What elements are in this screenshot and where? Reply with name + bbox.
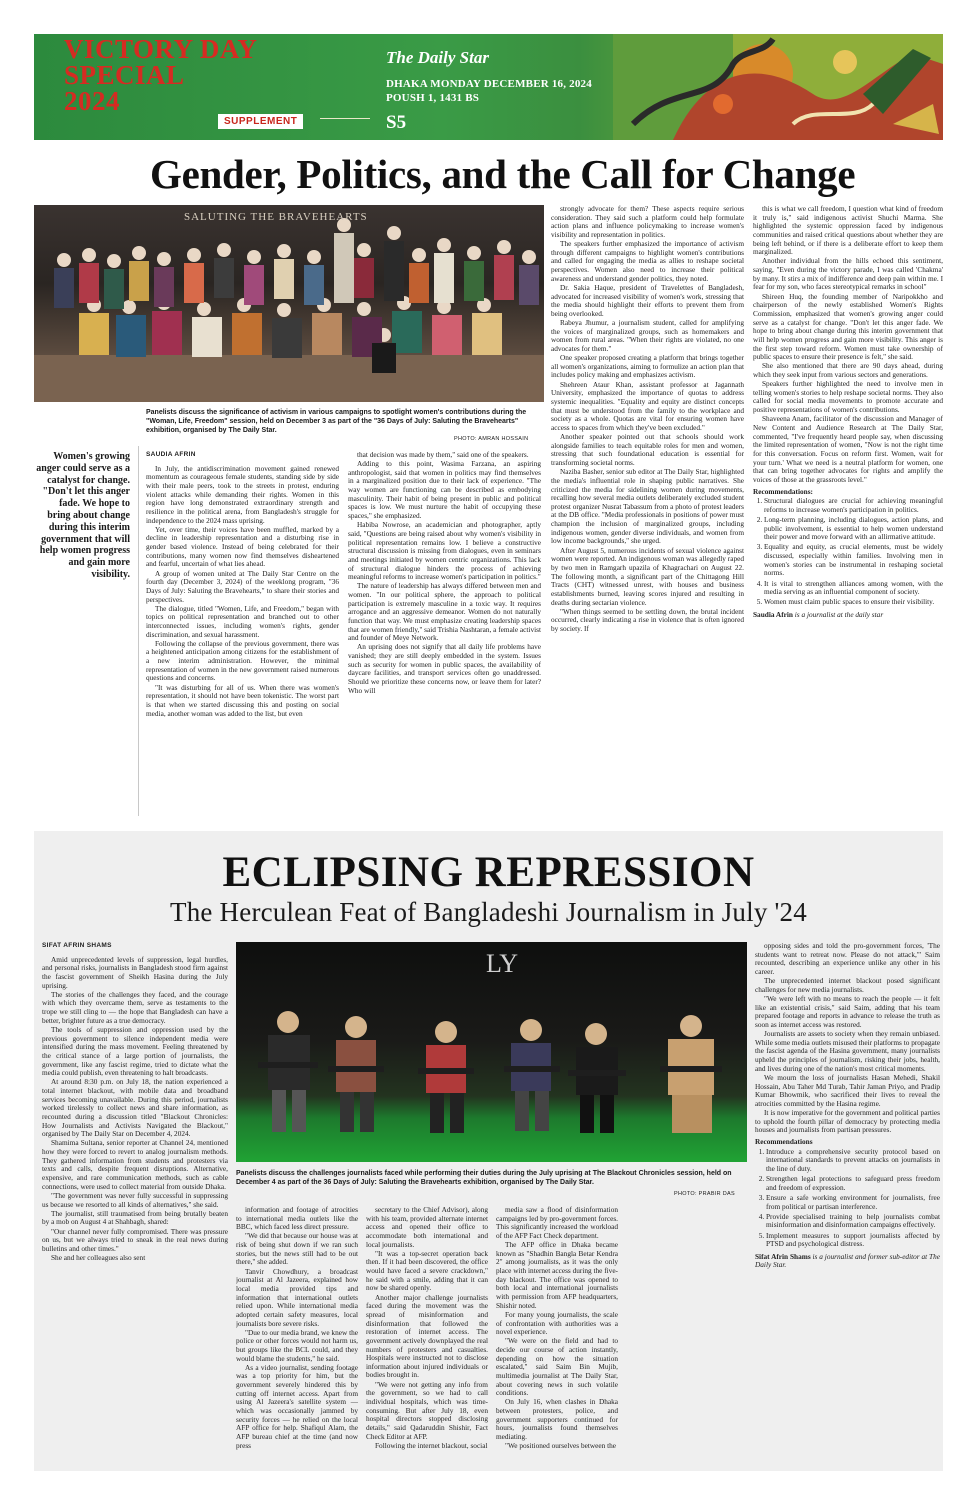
paragraph: The AFP office in Dhaka became known as "Shadhin Bangla Betar Kendra 2" among journalists, as it was the only place with internet access during the five-day blackout. The office was opened to both local and international journalists with permission from AFP headquarters, Shishir noted. <box>496 1240 618 1310</box>
list-item: 5. Implement measures to support journalists affected by PTSD and psychological distress. <box>766 1232 940 1249</box>
paragraph: An uprising does not signify that all daily life problems have vanished; they are still deeply embedded in the system. Issues such as security for women in public spaces, the availability of daycare facilities, and transport services often go unaddressed. Should we prioritize these concerns now, or leave them for later? Who will <box>348 642 541 695</box>
panel-photo <box>236 942 747 1162</box>
paragraph: The journalist, still traumatised from being brutally beaten by a mob on August 4 at Shahbagh, shared: <box>42 1208 228 1227</box>
list-item: 4. It is vital to strengthen alliances among women, with the media serving as an influential component of society. <box>764 580 943 597</box>
group-photo-illustration <box>34 205 544 402</box>
victory-day-artwork-icon <box>613 34 943 140</box>
paragraph: strongly advocate for them? These aspects require serious consideration. They said such a platform could help formulate action plans and influence policymaking to increase women's visibility and representation in politics. <box>551 205 744 239</box>
article-subheadline: The Herculean Feat of Bangladeshi Journalism in July '24 <box>170 897 807 927</box>
photo-credit: PHOTO: PRABIR DAS <box>674 1191 735 1197</box>
paragraph: As a video journalist, sending footage was a top priority for him, but the government severely hindered this by cutting off internet access. Apart from using Al Jazeera's satellite system — which was occasionally jammed by security forces — he relied on the local AFP office for help. Shafiqul Alam, the AFP bureau chief at the time (and now press <box>236 1362 358 1450</box>
paragraph: Shaveena Anam, facilitator of the discussion and Manager of New Content and Audience Research at The Daily Star, commented, "I've frequently heard people say, when discussing the limited representation of women, "Now is not the right time for this conversation. Focus on reform first. Women, wait for your turn.' What we need is a neutral platform for women, one that can bring together advocates for rights and amplify the voices of those at the grassroots level." <box>753 414 943 484</box>
article-column-4 <box>753 205 943 823</box>
article-column-3 <box>366 1206 488 1464</box>
article-headline: ECLIPSING REPRESSION <box>222 849 755 896</box>
article-column-4 <box>496 1206 618 1464</box>
paragraph: Shireen Huq, the founding member of Naripokkho and chairperson of the newly established Women's Rights Commission, emphasized that women's growing anger could serve as a catalyst for change. "Don't let this anger fade. We hope to bring about change during this interim government that will help women progress and gain more visibility. This anger is the first step toward reform. Women must take ownership of public spaces to ensure their presence is felt," she said. <box>753 291 943 362</box>
photo-credit: PHOTO: AMRAN HOSSAIN <box>454 436 529 442</box>
paragraph: Speakers further highlighted the need to involve men in telling women's stories to help reshape societal norms. They also called for social media movements to promote accurate and positive representations of women's contributions. <box>753 379 943 415</box>
daily-star-logo: The Daily Star <box>386 48 489 67</box>
pull-quote: Women's growing anger could serve as a catalyst for change. "Don't let this anger fade. We hope to bring about change during this interim government that will help women progress and gain more visibility. <box>36 451 130 580</box>
paragraph: The speakers further emphasized the importance of activism through different campaigns to highlight women's contributions and called for engaging the media as allies to reshape societal perspectives. Women also need to increase their political awareness and understand gender politics, they noted. <box>551 239 744 283</box>
author-name: Sifat Afrin Shams <box>755 1251 811 1261</box>
article-column-1 <box>146 451 339 823</box>
byline: SAUDIA AFRIN <box>146 451 196 458</box>
list-item: 2. Long-term planning, including dialogues, action plans, and public involvement, is essential to help women understand their power and move forward with an allirmative attitude. <box>764 516 943 542</box>
paragraph: information and footage of atrocities to international media outlets like the BBC, which faced less direct pressure. <box>236 1206 358 1232</box>
paragraph: She and her colleagues also sent <box>51 1252 146 1262</box>
paragraph: "Due to our media brand, we knew the police or other forces would not harm us, but groups like the BCL could, and they would blame the students," he said. <box>236 1327 358 1363</box>
paragraph: It is now imperative for the government and political parties to uphold the fourth pillar of democracy by protecting media houses and journalists from partisan pressures. <box>755 1107 940 1135</box>
paragraph: media saw a flood of disinformation campaigns led by pro-government forces. This significantly increased the workload of the AFP Fact Check department. <box>496 1206 618 1240</box>
paragraph: Journalists are assets to society when they remain unbiased. While some media outlets misused their platforms to propagate the fascist agenda of the Hasina government, many journalists upheld the principles of journalism, risking their jobs, health, and lives during one of the nation's most critical moments. <box>755 1029 940 1073</box>
paragraph: A group of women united at The Daily Star Centre on the fourth day (December 3, 2024) of the weeklong program, "36 Days of July: Saluting the Bravehearts," to share their stories and perspectives. <box>146 568 339 604</box>
paragraph: opposing sides and told the pro-government forces, 'The students want to retreat now. Please do not attack,'" Saim recounted, describing an experience unlike any other in his career. <box>755 942 940 976</box>
paragraph: Following the collapse of the previous government, there was a heightened anticipation among citizens for the establishment of a new interim administration. However, the minimal representation of women in the new government raised numerous questions and concerns. <box>146 638 339 683</box>
recommendations-list <box>766 1148 940 1249</box>
author-role: is a journalist and former sub-editor at The Daily Star. <box>755 1251 940 1270</box>
byline: SIFAT AFRIN SHAMS <box>42 942 112 949</box>
panel-photo-illustration <box>236 942 747 1162</box>
paragraph: that decision was made by them," said one of the speakers. <box>357 451 529 459</box>
panel-photo <box>34 205 544 402</box>
recommendations-list <box>764 497 943 607</box>
paragraph: Shehreen Ataur Khan, assistant professor at Jagannath University, emphasized the importance of quotas to address systemic inequalities. "Equality and equity are distinct concepts that must be understood from the family to the workplace and society as a whole. Quotas are vital for ensuring women have access to spaces from which they've been excluded." <box>551 379 744 432</box>
paragraph: In July, the antidiscrimination movement gained renewed momentum as courageous female students, standing side by side with their male peers, took to the streets in protest, enduring violent attacks while demanding their rights. Women in this region have long demonstrated extraordinary strength and resilience in the political arena, from Bangladesh's struggle for independence to the 2024 mass uprising. <box>146 463 339 525</box>
recommendations-heading: Recommendations <box>755 1136 813 1146</box>
recommendations-heading: Recommendations: <box>753 486 813 496</box>
article-column-3 <box>551 205 744 823</box>
photo-caption: Panelists discuss the significance of activism in various campaigns to spotlight women's contributions during the "Woman, Life, Freedom" session, held on December 3 as part of the "36 Days of July: Saluting the Bravehearts" exhibition, organised by The Daily Star. <box>146 409 527 434</box>
paragraph: The unprecedented internet blackout posed significant challenges for new media journalists. <box>755 976 940 994</box>
author-name: Saudia Afrin <box>753 610 793 620</box>
paragraph: Another speaker pointed out that schools should work alongside families to teach equitable roles for men and women, stressing that such foundational education is essential for transforming societal norms. <box>551 432 744 468</box>
author-role: is a journalist at the daily star <box>792 610 884 620</box>
paragraph: One speaker proposed creating a platform that brings together all women's organizations, aiming to formulize an action plan that includes policy making and emphasizes activism. <box>551 353 744 380</box>
page-number: S5 <box>386 112 407 133</box>
paragraph: "It was a top-secret operation back then. If it had been discovered, the office would have faced a severe crackdown," he said with a smile, adding that it can now be shared openly. <box>366 1248 488 1293</box>
photo-backdrop-sign: LY <box>486 949 519 978</box>
paragraph: At around 8:30 p.m. on July 18, the nation experienced a total internet blackout, with mobile data and broadband services becoming unavailable. During this period, journalists worked tirelessly to collect news and share information, as recounted during a discussion titled "Blackout Chronicles: How Journalists and Activists Navigated the Blackout," organised by The Daily Star on December 4, 2024. <box>42 1077 228 1139</box>
paragraph: Dr. Sakia Haque, president of Travelettes of Bangladesh, advocated for increased visibility of women's work, stressing that the media should highlight their efforts to prevent them from being overlooked. <box>551 282 744 318</box>
paragraph: "When things seemed to be settling down, the brutal incident occurred, clearly indicating a rise in violence that is often ignored by society. If <box>551 606 744 633</box>
title-line: SPECIAL <box>64 60 185 90</box>
paragraph: "The government was never fully successful in suppressing us because we resorted to all kinds of alternatives," she said. <box>42 1190 228 1209</box>
supplement-banner <box>34 34 943 140</box>
paragraph: Adding to this point, Wasima Farzana, an aspiring anthropologist, said that women in politics may find themselves in a marginalized position due to their lack of experience. "The way women are functioning can be described as embodying masculinity. Their habit of being present in public and political spaces is low. We must nurture the habit of occupying these spaces," she emphasized. <box>348 459 541 521</box>
list-item: 4. Provide specialised training to help journalists combat misinformation and disinformation campaigns effectively. <box>766 1213 940 1230</box>
paragraph: The stories of the challenges they faced, and the courage with which they overcame them, serve as testaments to the trope we still cling to — the hope that Bangladesh can have a better, brighter future as a true democracy. <box>42 989 228 1025</box>
paragraph: Shamima Sultana, senior reporter at Channel 24, mentioned how they were forced to revert to analog journalism methods. They gathered information from students and protesters via texts and calls, despite frequent disruptions. Alternative, expensive, and rare communication methods, such as cable connections, were used to collect material from outside Dhaka. <box>42 1138 228 1191</box>
paragraph: "We were not getting any info from the government, so we had to call individual hospitals, which was time-consuming. But after July 18, even hospital directors stopped disclosing details," said Qadaruddin Shishir, Fact Check Editor at AFP. <box>366 1379 488 1441</box>
column-rule <box>138 446 139 816</box>
list-item: 5. Women must claim public spaces to ensure their visibility. <box>764 598 943 607</box>
divider <box>320 118 370 119</box>
paragraph: Habiba Nowrose, an academician and photographer, aptly said, "Questions are being raised about why women's visibility in political representation remains low. I believe a constructive structural discussion is missing from dialogues, even in seminars and meetings initiated by women centric organizations. This lack of structural dialogue hinders the process of achieving meaningful reforms to increase women's participation in politics." <box>348 520 541 582</box>
paragraph: Yet, over time, their voices have been muffled, marked by a decline in leadership representation and a disturbing rise in gender based violence. Instead of being celebrated for their contributions, many women now find themselves disheartened and fearful, uncertain of what lies ahead. <box>146 524 339 569</box>
article-column-2 <box>236 1206 358 1464</box>
title-line: VICTORY DAY <box>64 34 258 64</box>
paragraph: this is what we call freedom, I question what kind of freedom it truly is," said indigenous activist Shuchi Marma. She highlighted the systemic oppression faced by indigenous communities and raised critical questions about whether they are being left behind, or if there is a deliberate effort to keep them marginalized. <box>753 205 943 257</box>
paragraph: Amid unprecedented levels of suppression, legal hurdles, and personal risks, journalists in Bangladesh stood firm against the fascist government of Sheikh Hasina during the July uprising. <box>42 954 228 990</box>
paragraph: secretary to the Chief Advisor), along with his team, provided alternate internet access and opened their office to accommodate both international and local journalists. <box>366 1206 488 1249</box>
paragraph: "We did that because our house was at risk of being shut down if we ran such stories, but the news still had to be out there," she added. <box>236 1231 358 1267</box>
paragraph: The nature of leadership has always differed between men and women. "In our political sphere, the approach to political participation is extremely masculine in a toxic way. It requires arrogance and an aggressive demeanor. Women do not naturally function that way. We must emphasize creating leadership spaces that are women friendly," said Trishia Nashtaran, a female activist and founder of Meye Network. <box>348 581 541 643</box>
paragraph: Rabeya Jhumur, a journalism student, called for amplifying the voices of marginalized groups, such as homemakers and women from rural areas. "When their rights are violated, no one advocates for them." <box>551 318 744 353</box>
list-item: 3. Equality and equity, as crucial elements, must be widely discussed, especially within families. Involving men in women's stories can be instrumental in reshaping societal norms. <box>764 543 943 578</box>
paragraph: On July 16, when clashes in Dhaka between protesters, police, and government supporters continued for hours, journalists found themselves mediating. <box>496 1397 618 1442</box>
list-item: 1. Structural dialogues are crucial for achieving meaningful reforms to increase women's participation in politics. <box>764 497 943 514</box>
paragraph: After August 5, numerous incidents of sexual violence against women were reported. An indigenous woman was allegedly raped by two men in Ramgarh upazila of Khagrachari on August 22. The following month, a significant part of the Chittagong Hill Tracts (CHT) witnessed unrest, with houses and business establishments burned, leaving scores injured and resulting in deaths during sectarian violence. <box>551 545 744 607</box>
paragraph: "We were left with no means to reach the people — it felt like an existential crisis," said Saim, adding that his team prepared footage and reports in advance to release the truth as soon as internet access was restored. <box>755 993 940 1029</box>
paragraph: The tools of suppression and oppression used by the previous government to silence independent media were intensified during the mass movement. Feeling threatened by the critical stance of a large portion of journalists, the government, like any fascist regime, tried to dictate what the media could publish, even threatening to halt broadcasts. <box>42 1024 228 1078</box>
paragraph: She also mentioned that there are 90 days ahead, during which they seek input from various sectors and generations. <box>753 361 943 379</box>
paragraph: Naziba Basher, senior sub editor at The Daily Star, highlighted the media's influential role in shaping public narratives. She criticized the media for sidelining women during movements, recalling how several media outlets deliberately excluded student protest organizer Nusrat Tabassum from a photo of protest leaders at the DB office. "Media professionals in positions of power must champion the inclusion of marginalized groups, including indigenous women, gender diverse individuals, and women from low income backgrounds," she urged. <box>551 467 744 546</box>
paragraph: Another individual from the hills echoed this sentiment, saying, "Even during the victory parade, I was called 'Chakma' by many. It stirs a mix of indifference and deep pain within me. I fear for my son, who faces stereotypical remarks in school" <box>753 256 943 292</box>
article-headline: Gender, Politics, and the Call for Change <box>150 151 856 197</box>
article-column-1 <box>42 942 228 1464</box>
supplement-tag: SUPPLEMENT <box>218 114 303 129</box>
paragraph: "It was disturbing for all of us. When there was women's representation, it should not have been tokenistic. The worst part is that when we started discussing this and posting on social media, another woman was added to the list, but even <box>146 682 339 718</box>
paragraph: Tanvir Chowdhury, a broadcast journalist at Al Jazeera, explained how local media provided tips and information that international outlets relied upon. While international media adopted certain safety measures, local journalists bore severe risks. <box>236 1266 358 1328</box>
paragraph: For many young journalists, the scale of confrontation with authorities was a novel experience. <box>496 1309 618 1337</box>
list-item: 2. Strengthen legal protections to safeguard press freedom and freedom of expression. <box>766 1175 940 1192</box>
victory-day-title <box>64 36 257 114</box>
paragraph: Following the internet blackout, social <box>375 1440 488 1450</box>
paragraph: "We were on the field and had to decide our course of action instantly, depending on how the situation escalated," said Saim Bin Mujib, multimedia journalist at The Daily Star, about covering news in such volatile conditions. <box>496 1336 618 1398</box>
bengali-dateline: POUSH 1, 1431 BS <box>386 92 480 104</box>
paragraph: We mourn the loss of journalists Hasan Mehedi, Shakil Hossain, Abu Taher Md Turab, Tahir Jaman Priyo, and Pradip Kumar Bhowmik, who sacrificed their lives to reveal the atrocities committed by the Hasina regime. <box>755 1072 940 1108</box>
paragraph: The dialogue, titled "Women, Life, and Freedom," began with topics on political representation and branched out to other interconnected issues, including women's rights, gender discrimination, and sexual harassment. <box>146 603 339 639</box>
dateline: DHAKA MONDAY DECEMBER 16, 2024 <box>386 78 592 90</box>
list-item: 3. Ensure a safe working environment for journalists, free from political or partisan interference. <box>766 1194 940 1211</box>
author-note <box>753 611 943 620</box>
photo-backdrop-sign: SALUTING THE BRAVEHEARTS <box>184 211 368 223</box>
paragraph: "We positioned ourselves between the <box>505 1441 617 1451</box>
list-item: 1. Introduce a comprehensive security protocol based on international standards to prevent attacks on journalists in the line of duty. <box>766 1148 940 1174</box>
paragraph: "Our channel never fully compromised. There was pressure on us, but we always tried to sneak in the real news during bulletins and other times." <box>42 1226 228 1253</box>
author-note <box>755 1253 940 1270</box>
title-line: 2024 <box>64 86 120 116</box>
article-column-2 <box>348 451 541 823</box>
paragraph: Another major challenge journalists faced during the movement was the spread of misinformation and disinformation that followed the restoration of internet access. The government actively downplayed the real numbers of protesters and casualties. Hospitals were instructed not to disclose information about injured individuals or bodies brought in. <box>366 1292 488 1380</box>
article-column-5 <box>755 942 940 1464</box>
photo-caption: Panelists discuss the challenges journalists faced while performing their duties during the July uprising at The Blackout Chronicles session, held on December 4 as part of the 36 Days of July: Saluting the Bravehearts exhibition, organised by The Daily Star. <box>236 1170 732 1186</box>
